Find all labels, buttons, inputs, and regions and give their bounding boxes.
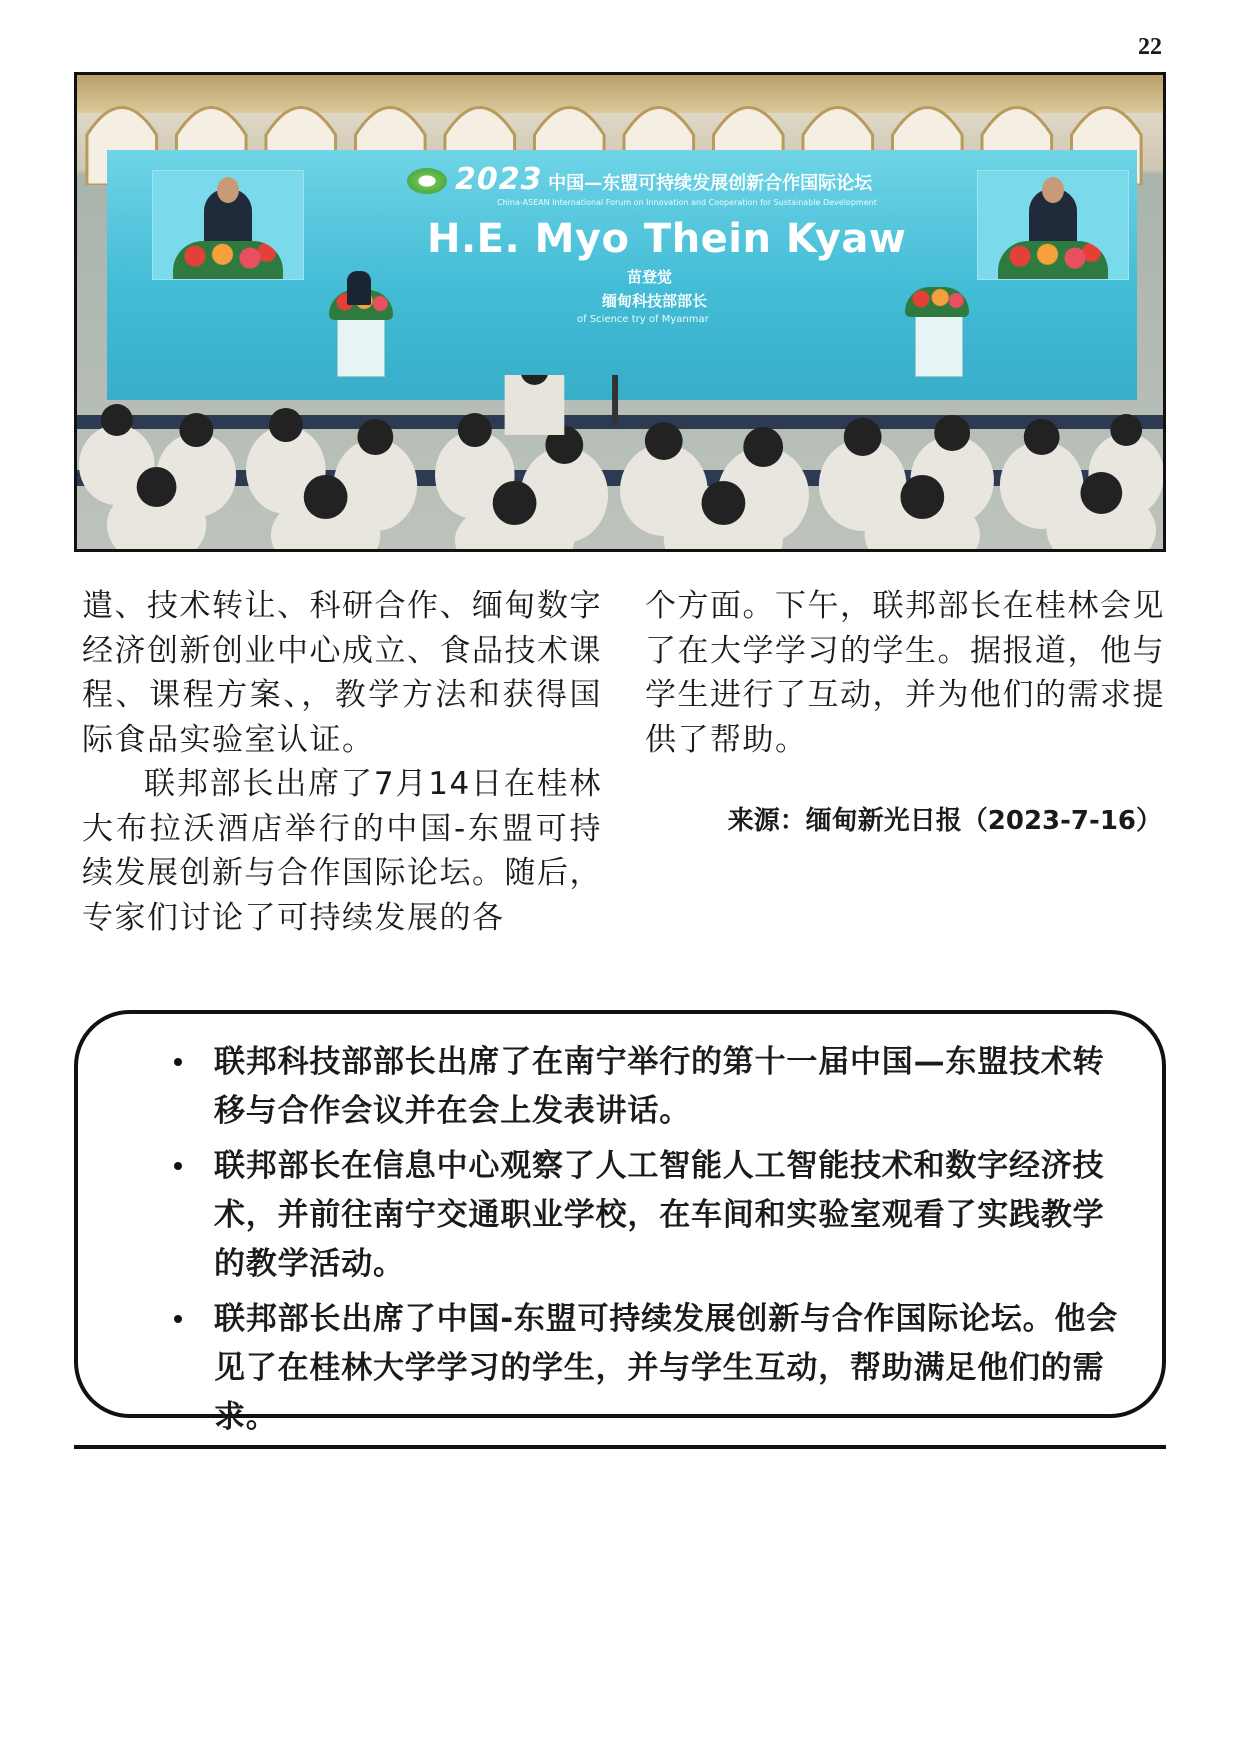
summary-item — [104, 1295, 1134, 1442]
inset-speaker-head — [217, 177, 239, 203]
summary-item-text: 联邦部长出席了中国-东盟可持续发展创新与合作国际论坛。他会见了在桂林大学学习的学生，并与学生互动，帮助满足他们的需求。 — [214, 1301, 1119, 1435]
podium-right — [915, 315, 963, 377]
article-paragraph: 个方面。下午，联邦部长在桂林会见了在大学学习的学生。据报道，他与学生进行了互动，并为他们的需求提供了帮助。 — [645, 588, 1165, 758]
summary-item — [104, 1038, 1134, 1136]
bullet-icon — [174, 1315, 182, 1323]
stage-screen — [107, 150, 1137, 400]
screen-year: 2023 — [455, 162, 543, 197]
article-left-column — [82, 584, 602, 940]
forum-logo — [407, 168, 447, 194]
article-paragraph: 联邦部长出席了7月14日在桂林大布拉沃酒店举行的中国-东盟可持续发展创新与合作国际论坛。随后，专家们讨论了可持续发展的各 — [82, 766, 602, 936]
article-right-column — [645, 584, 1165, 762]
audience — [77, 375, 1163, 552]
screen-speaker-title-cn: 缅甸科技部部长 — [602, 292, 708, 310]
article-source: 来源：缅甸新光日报（2023-7-16） — [727, 806, 1162, 836]
bullet-icon — [174, 1162, 182, 1170]
screen-header — [455, 162, 872, 197]
screen-header-cn: 中国—东盟可持续发展创新合作国际论坛 — [548, 173, 873, 194]
summary-box — [74, 1010, 1166, 1435]
screen-inset-right — [977, 170, 1129, 280]
stage-speaker — [347, 271, 371, 305]
screen-inset-left — [152, 170, 304, 280]
bullet-icon — [174, 1058, 182, 1066]
article-paragraph: 遣、技术转让、科研合作、缅甸数字经济创新创业中心成立、食品技术课程、课程方案、，教学方法和获得国际食品实验室认证。 — [82, 588, 602, 758]
summary-item-text: 联邦部长在信息中心观察了人工智能人工智能技术和数字经济技术，并前往南宁交通职业学校，在车间和实验室观看了实践教学的教学活动。 — [214, 1148, 1105, 1282]
screen-speaker-name: H.E. Myo Thein Kyaw — [427, 216, 907, 262]
bottom-divider — [74, 1445, 1166, 1449]
conference-photo — [74, 72, 1166, 552]
podium-main — [337, 315, 385, 377]
inset-flowers — [998, 241, 1108, 279]
screen-subtitle-en: China-ASEAN International Forum on Innovation and Cooperation for Sustainable Development — [497, 198, 877, 207]
screen-speaker-title-en: of Science try of Myanmar — [577, 314, 709, 325]
summary-item-text: 联邦科技部部长出席了在南宁举行的第十一届中国—东盟技术转移与合作会议并在会上发表讲话。 — [214, 1044, 1105, 1129]
summary-item — [104, 1142, 1134, 1289]
screen-speaker-name-cn: 苗登觉 — [627, 268, 673, 286]
podium-flowers-right — [905, 287, 969, 317]
summary-list — [104, 1038, 1134, 1448]
page-number: 22 — [1138, 34, 1162, 60]
inset-speaker-head — [1042, 177, 1064, 203]
inset-flowers — [173, 241, 283, 279]
